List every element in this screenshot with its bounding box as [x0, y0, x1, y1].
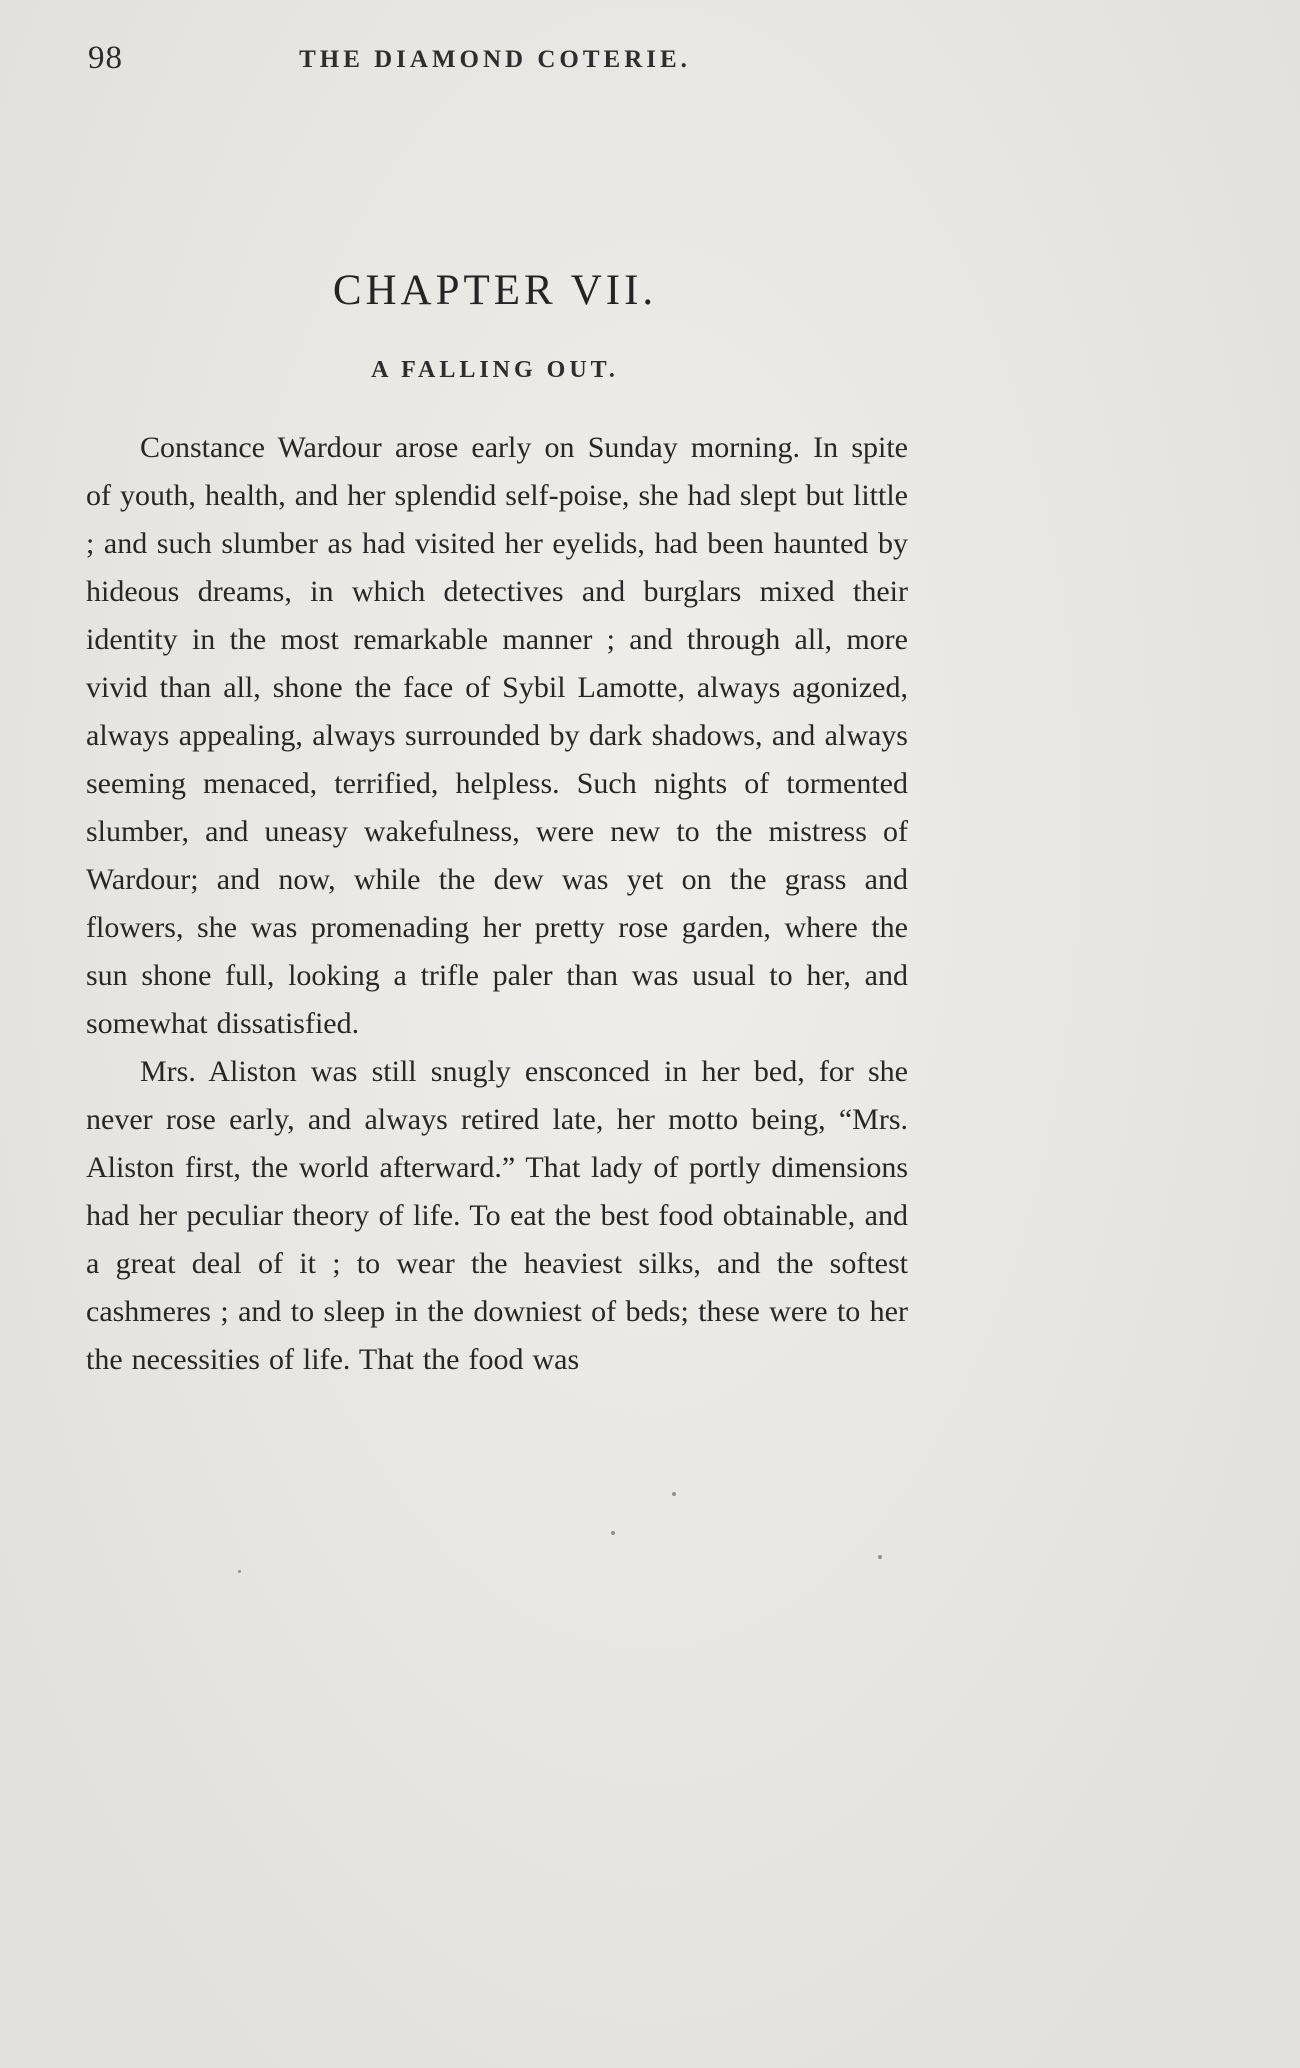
paragraph-1: Constance Wardour arose early on Sunday morning. In spite of youth, health, and her splendid self-poise, she had slept but little ; and such slumber as had visited her eyelids, had been haunted by hideous dreams, in which detectives and burglars mixed their identity in the most remarkable manner ; and through all, more vivid than all, shone the face of Sybil Lamotte, always agonized, always appealing, always surrounded by dark shadows, and always seeming menaced, terrified, helpless. Such nights of tormented slumber, and uneasy wakefulness, were new to the mistress of Wardour; and now, while the dew was yet on the grass and flowers, she was promenading her pretty rose garden, where the sun shone full, looking a trifle paler than was usual to her, and somewhat dissatisfied.	[86, 431, 908, 1040]
page-number: 98	[88, 40, 123, 76]
scan-speck	[878, 1555, 882, 1559]
chapter-heading: CHAPTER VII.	[332, 267, 658, 314]
paragraph-2: Mrs. Aliston was still snugly ensconced in her bed, for she never rose early, and always retired late, her motto being, “Mrs. Aliston first, the world afterward.” That lady of portly dimensions had her peculiar theory of life. To eat the best food obtainable, and a great deal of it ; to wear the heaviest silks, and the softest cashmeres ; and to sleep in the downiest of beds; these were to her the necessities of life. That the food was	[86, 1055, 908, 1376]
section-heading: A FALLING OUT.	[371, 357, 619, 383]
scan-speck	[672, 1492, 676, 1496]
body-text	[86, 424, 908, 1384]
scan-speck	[611, 1531, 615, 1535]
running-header: THE DIAMOND COTERIE.	[299, 46, 691, 73]
scan-speck	[238, 1570, 241, 1573]
